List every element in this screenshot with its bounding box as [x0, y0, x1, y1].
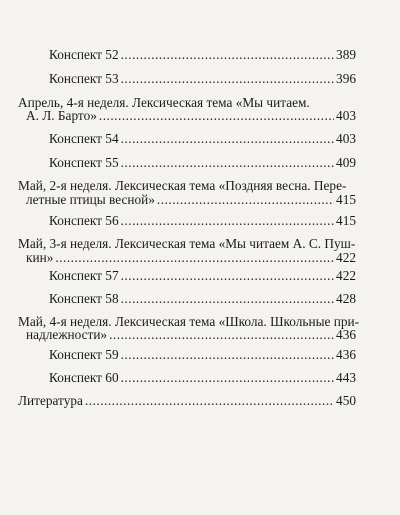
toc-entry-title: Конспект 56	[49, 213, 119, 228]
toc-entry-page: 428	[336, 291, 356, 306]
dot-leader	[121, 71, 334, 87]
toc-section-text: Апрель, 4-я неделя. Лексическая тема «Мы читаем.	[18, 95, 310, 110]
toc-entry-page: 403	[336, 131, 356, 146]
dot-leader	[121, 213, 334, 229]
toc-leader-line	[49, 366, 356, 390]
toc-section-text: Май, 2-я неделя. Лексическая тема «Поздняя весна. Пере-	[18, 178, 347, 193]
toc-leader-line	[49, 127, 356, 151]
toc-entry-page: 396	[336, 71, 356, 86]
dot-leader	[121, 131, 334, 147]
toc-entry	[0, 151, 400, 175]
toc-section-continuation	[0, 104, 400, 128]
toc-entry	[0, 127, 400, 151]
dot-leader	[121, 347, 334, 363]
toc-entry-page: 415	[336, 213, 356, 228]
toc-entry-page: 422	[336, 268, 356, 283]
toc-leader-line	[26, 104, 356, 128]
toc-entry	[0, 343, 400, 367]
toc-entry-title: Конспект 52	[49, 47, 119, 62]
dot-leader	[99, 108, 334, 124]
toc-entry	[0, 67, 400, 91]
toc-entry	[0, 287, 400, 311]
toc-leader-line	[49, 287, 356, 311]
toc-leader-line	[49, 343, 356, 367]
toc-entry-page: 450	[336, 393, 356, 408]
toc-entry	[0, 264, 400, 288]
toc-leader-line	[18, 389, 356, 413]
toc-entry-page: 443	[336, 370, 356, 385]
dot-leader	[157, 192, 334, 208]
dot-leader	[121, 155, 334, 171]
toc-entry-title: Литература	[18, 393, 83, 408]
toc-entry-title: Конспект 54	[49, 131, 119, 146]
toc-entry	[0, 389, 400, 413]
toc-section-text: Май, 4-я неделя. Лексическая тема «Школа. Школьные при-	[18, 314, 360, 329]
dot-leader	[85, 393, 334, 409]
toc-entry-page: 422	[336, 250, 356, 265]
toc-leader-line	[49, 67, 356, 91]
toc-entry-title: Конспект 53	[49, 71, 119, 86]
toc-section-text: Май, 3-я неделя. Лексическая тема «Мы читаем А. С. Пуш-	[18, 236, 356, 251]
toc-entry-title: Конспект 57	[49, 268, 119, 283]
dot-leader	[121, 291, 334, 307]
toc-section-text-cont: А. Л. Барто»	[26, 108, 97, 123]
toc-entry-title: Конспект 60	[49, 370, 119, 385]
toc-entry-page: 415	[336, 192, 356, 207]
dot-leader	[121, 268, 334, 284]
toc-section-text-cont: летные птицы весной»	[26, 192, 155, 207]
toc-entry-page: 403	[336, 108, 356, 123]
toc-entry-title: Конспект 59	[49, 347, 119, 362]
toc-leader-line	[49, 151, 356, 175]
toc-leader-line	[49, 264, 356, 288]
toc-section-text-cont: кин»	[26, 250, 54, 265]
toc-entry-title: Конспект 58	[49, 291, 119, 306]
toc-entry-page: 436	[336, 327, 356, 342]
toc-entry	[0, 209, 400, 233]
toc-leader-line	[49, 209, 356, 233]
toc-entry	[0, 366, 400, 390]
toc-entry-title: Конспект 55	[49, 155, 119, 170]
toc-leader-line	[49, 43, 356, 67]
toc-section-text-cont: надлежности»	[26, 327, 108, 342]
toc-entry	[0, 43, 400, 67]
toc-entry-page: 409	[336, 155, 356, 170]
dot-leader	[121, 47, 334, 63]
dot-leader	[121, 370, 334, 386]
toc-entry-page: 389	[336, 47, 356, 62]
dot-leader	[109, 327, 334, 343]
toc-entry-page: 436	[336, 347, 356, 362]
